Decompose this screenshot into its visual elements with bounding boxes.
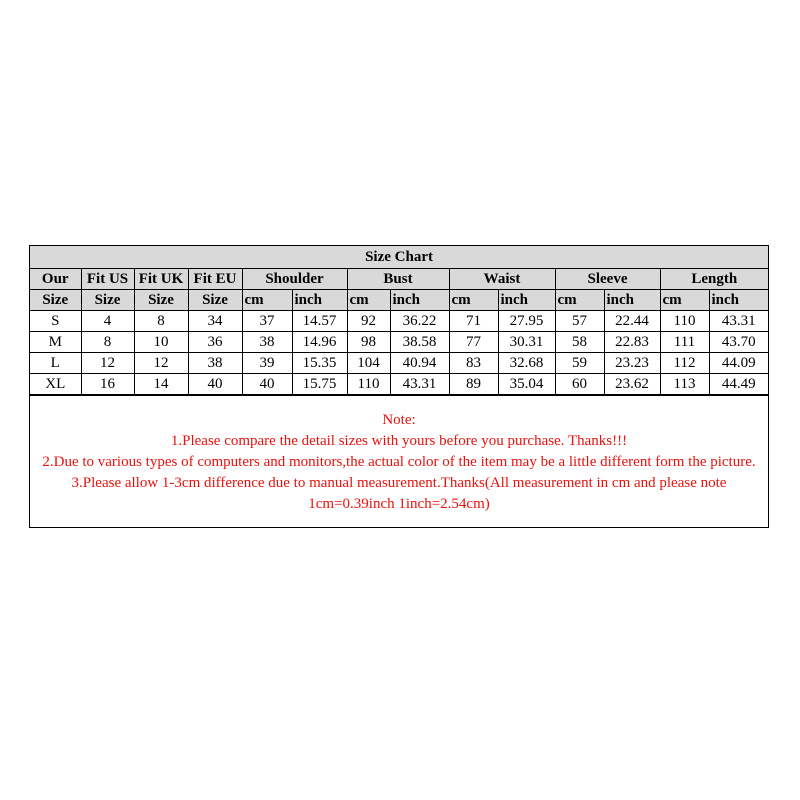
table-cell: 40	[188, 374, 242, 395]
header-shoulder: Shoulder	[242, 269, 347, 290]
title-row	[30, 246, 768, 269]
header-waist: Waist	[449, 269, 555, 290]
table-cell: 110	[660, 311, 709, 332]
table-cell: 71	[449, 311, 498, 332]
table-cell: 23.23	[604, 353, 660, 374]
table-cell: 15.35	[292, 353, 347, 374]
table-cell: 83	[449, 353, 498, 374]
unit-cm: cm	[660, 290, 709, 311]
table-cell: 14.96	[292, 332, 347, 353]
chart-title: Size Chart	[30, 246, 768, 269]
unit-inch: inch	[390, 290, 449, 311]
header-fit-uk-sub: Size	[134, 290, 188, 311]
unit-cm: cm	[449, 290, 498, 311]
table-cell: 32.68	[498, 353, 555, 374]
size-table-body	[30, 246, 768, 395]
header-fit-us: Fit US	[81, 269, 134, 290]
table-cell: 60	[555, 374, 604, 395]
table-cell: 10	[134, 332, 188, 353]
table-cell: 43.31	[390, 374, 449, 395]
table-cell: 44.09	[709, 353, 768, 374]
table-row	[30, 332, 768, 353]
table-cell: 30.31	[498, 332, 555, 353]
header-length: Length	[660, 269, 768, 290]
table-cell: 44.49	[709, 374, 768, 395]
table-cell: 37	[242, 311, 292, 332]
header-fit-us-sub: Size	[81, 290, 134, 311]
table-cell: 89	[449, 374, 498, 395]
header-bust: Bust	[347, 269, 449, 290]
notes-section	[30, 395, 768, 527]
table-cell: 38	[242, 332, 292, 353]
note-item: 1.Please compare the detail sizes with yours before you purchase. Thanks!!!	[170, 433, 628, 449]
table-cell: 36.22	[390, 311, 449, 332]
table-cell: 113	[660, 374, 709, 395]
table-cell: L	[30, 353, 81, 374]
table-cell: 38	[188, 353, 242, 374]
size-chart	[29, 245, 769, 528]
table-cell: 59	[555, 353, 604, 374]
unit-cm: cm	[555, 290, 604, 311]
header-row-2	[30, 290, 768, 311]
table-cell: S	[30, 311, 81, 332]
size-table	[30, 246, 768, 395]
table-row	[30, 374, 768, 395]
table-cell: 38.58	[390, 332, 449, 353]
table-cell: 14.57	[292, 311, 347, 332]
note-heading: Note:	[382, 412, 416, 428]
table-cell: 112	[660, 353, 709, 374]
table-cell: 8	[81, 332, 134, 353]
table-cell: 104	[347, 353, 390, 374]
table-cell: 22.83	[604, 332, 660, 353]
table-cell: 39	[242, 353, 292, 374]
unit-inch: inch	[709, 290, 768, 311]
table-cell: 40	[242, 374, 292, 395]
table-cell: 40.94	[390, 353, 449, 374]
table-cell: 15.75	[292, 374, 347, 395]
table-cell: 22.44	[604, 311, 660, 332]
table-cell: 43.70	[709, 332, 768, 353]
table-cell: 4	[81, 311, 134, 332]
header-fit-eu-sub: Size	[188, 290, 242, 311]
table-cell: 58	[555, 332, 604, 353]
table-cell: 36	[188, 332, 242, 353]
table-row	[30, 311, 768, 332]
table-cell: 77	[449, 332, 498, 353]
table-cell: 8	[134, 311, 188, 332]
table-cell: 23.62	[604, 374, 660, 395]
unit-inch: inch	[292, 290, 347, 311]
header-fit-uk: Fit UK	[134, 269, 188, 290]
table-cell: 16	[81, 374, 134, 395]
table-cell: M	[30, 332, 81, 353]
table-cell: 98	[347, 332, 390, 353]
header-our-size: Our	[30, 269, 81, 290]
table-cell: 57	[555, 311, 604, 332]
table-cell: 27.95	[498, 311, 555, 332]
header-row-1	[30, 269, 768, 290]
unit-inch: inch	[604, 290, 660, 311]
table-cell: 110	[347, 374, 390, 395]
table-row	[30, 353, 768, 374]
table-cell: 12	[81, 353, 134, 374]
table-cell: 12	[134, 353, 188, 374]
note-item: 2.Due to various types of computers and monitors,the actual color of the item may be a little different form the picture.	[42, 454, 756, 470]
table-cell: 14	[134, 374, 188, 395]
table-cell: 35.04	[498, 374, 555, 395]
unit-cm: cm	[347, 290, 390, 311]
table-cell: 111	[660, 332, 709, 353]
unit-cm: cm	[242, 290, 292, 311]
header-sleeve: Sleeve	[555, 269, 660, 290]
table-cell: XL	[30, 374, 81, 395]
header-our-size-sub: Size	[30, 290, 81, 311]
table-cell: 92	[347, 311, 390, 332]
table-cell: 43.31	[709, 311, 768, 332]
table-cell: 34	[188, 311, 242, 332]
header-fit-eu: Fit EU	[188, 269, 242, 290]
note-item: 3.Please allow 1-3cm difference due to manual measurement.Thanks(All measurement in cm and please note 1cm=0.39inch 1inch=2.54cm)	[71, 475, 727, 512]
unit-inch: inch	[498, 290, 555, 311]
